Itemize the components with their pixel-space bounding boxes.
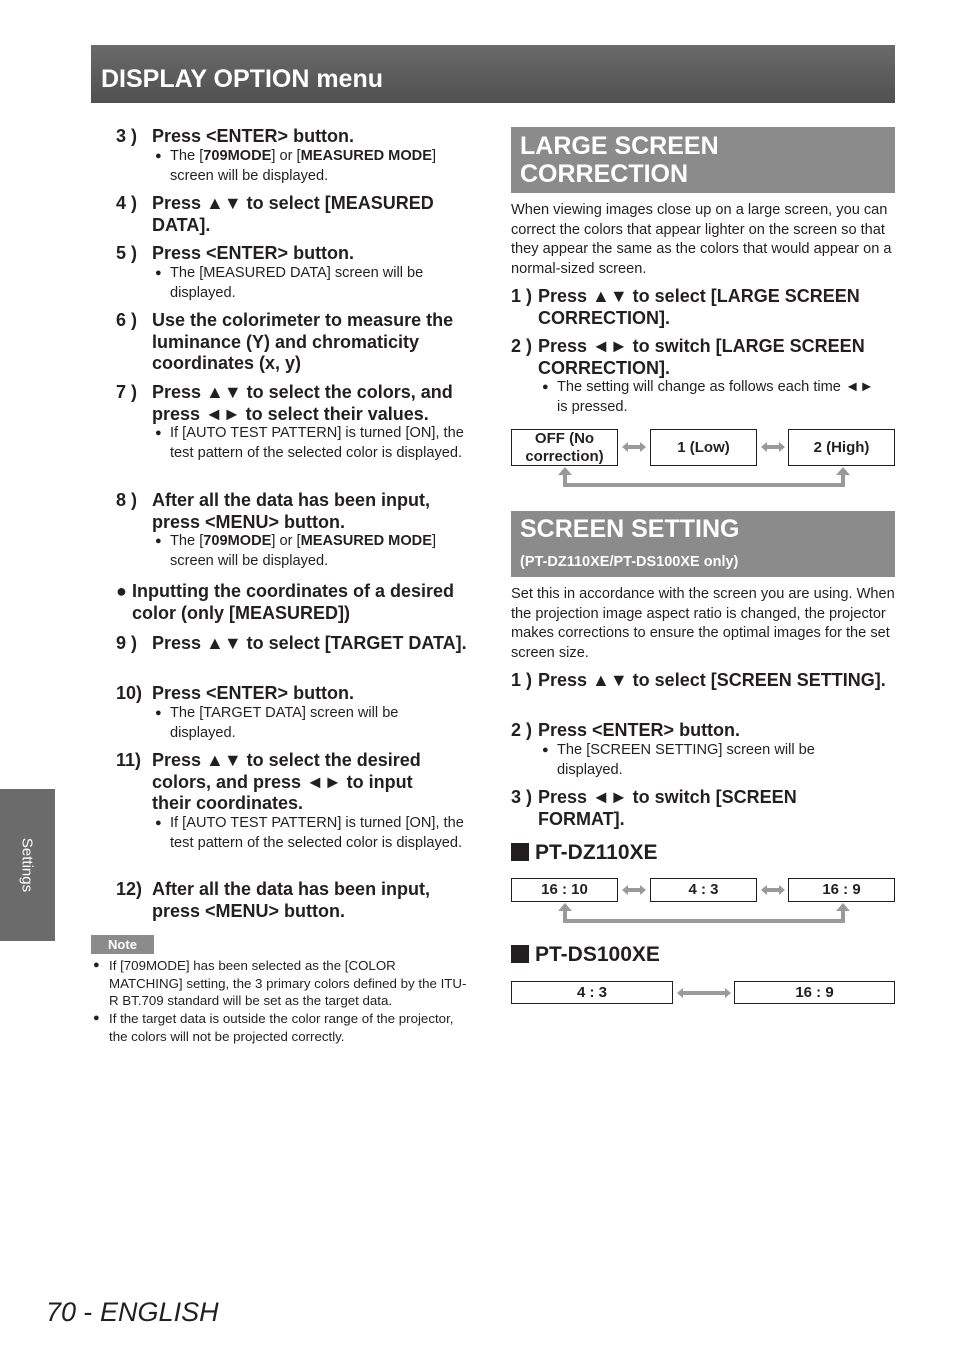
footer-language: ENGLISH	[100, 1297, 219, 1327]
bullet-item: ● The [709MODE] or [MEASURED MODE] screen will be displayed.	[155, 533, 437, 569]
option-box: OFF (No correction)	[511, 429, 618, 466]
step-4: 4 ) Press ▲▼ to select [MEASURED DATA].	[116, 193, 476, 236]
step-6: 6 ) Use the colorimeter to measure the luminance (Y) and chromaticity coordinates (x, y)	[116, 310, 478, 375]
square-bullet-icon	[511, 945, 529, 963]
step-7: 7 ) Press ▲▼ to select the colors, and press ◄► to select their values.	[116, 382, 478, 425]
double-arrow-icon	[675, 986, 733, 1000]
step-text: Press ▲▼ to select [SCREEN SETTING].	[538, 670, 886, 690]
bullet-item: ● If [AUTO TEST PATTERN] is turned [ON], the test pattern of the selected color is displayed.	[155, 425, 464, 461]
step-3	[116, 126, 476, 148]
section-title: SCREEN SETTING	[520, 515, 740, 543]
square-bullet-icon	[511, 843, 529, 861]
note-label: Note	[91, 935, 154, 954]
step-2: 2 ) Press <ENTER> button.	[511, 720, 895, 742]
step-text: Press ▲▼ to select [TARGET DATA].	[152, 633, 467, 653]
step-text: Press ▲▼ to select the colors, and press ◄► to select their values.	[152, 382, 453, 424]
step-text: Press <ENTER> button.	[152, 243, 355, 263]
side-tab	[0, 789, 55, 941]
step-10: 10) Press <ENTER> button.	[116, 683, 478, 705]
step-5: 5 ) Press <ENTER> button.	[116, 243, 476, 265]
bullet-heading: ● Inputting the coordinates of a desired color (only [MEASURED])	[116, 581, 478, 624]
page-number: 70	[46, 1297, 77, 1327]
section-subtitle: (PT-DZ110XE/PT-DS100XE only)	[520, 554, 739, 570]
step-text: Press ▲▼ to select the desired colors, and press ◄► to input their coordinates.	[152, 750, 421, 813]
step-3: 3 ) Press ◄► to switch [SCREEN FORMAT].	[511, 787, 841, 830]
step-text: Press ▲▼ to select [MEASURED DATA].	[152, 193, 434, 235]
model-heading: PT-DS100XE	[511, 943, 660, 967]
option-box: 2 (High)	[788, 429, 895, 466]
footer-separator: -	[76, 1297, 101, 1327]
option-box: 4 : 3	[650, 878, 757, 902]
option-box: 16 : 9	[788, 878, 895, 902]
note-item: ● If [709MODE] has been selected as the [COLOR MATCHING] setting, the 3 primary colors defined by the ITU-R BT.709 standard will be set as the target data.	[93, 958, 467, 1009]
side-tab-label: Settings	[18, 837, 36, 893]
double-arrow-icon	[620, 883, 648, 897]
bullet-item: ● The [MEASURED DATA] screen will be displayed.	[155, 265, 424, 301]
step-text: Press ◄► to switch [LARGE SCREEN CORRECTION].	[538, 336, 865, 378]
section-intro: Set this in accordance with the screen you are using. When the projection image aspect ratio is changed, the projector makes corrections to ensure the optimal images for the set screen size.	[511, 586, 895, 661]
step-text: Press <ENTER> button.	[538, 720, 741, 740]
step-9: 9 ) Press ▲▼ to select [TARGET DATA].	[116, 633, 478, 655]
step-1: 1 ) Press ▲▼ to select [LARGE SCREEN CORRECTION].	[511, 286, 895, 329]
step-text: Press <ENTER> button.	[152, 683, 355, 703]
step-2: 2 ) Press ◄► to switch [LARGE SCREEN CORRECTION].	[511, 336, 895, 379]
step-number: 3 )	[116, 126, 138, 146]
step-text: Use the colorimeter to measure the luminance (Y) and chromaticity coordinates (x, y)	[152, 310, 454, 373]
bullet-item: ● The [TARGET DATA] screen will be displayed.	[155, 705, 399, 741]
section-title: LARGE SCREEN CORRECTION	[520, 132, 719, 188]
bullet-item: ● The setting will change as follows each time ◄► is pressed.	[542, 379, 874, 415]
step-text: After all the data has been input, press <MENU> button.	[152, 490, 431, 532]
option-box: 16 : 10	[511, 878, 618, 902]
bullet-dot: ●	[155, 150, 162, 162]
option-box: 1 (Low)	[650, 429, 757, 466]
note-item: ● If the target data is outside the color range of the projector, the colors will not be projected correctly.	[93, 1011, 454, 1044]
step-text: Press ▲▼ to select [LARGE SCREEN CORRECTION].	[538, 286, 860, 328]
option-box: 4 : 3	[511, 981, 673, 1004]
bullet-item: ● If [AUTO TEST PATTERN] is turned [ON], the test pattern of the selected color is displayed.	[155, 815, 464, 851]
double-arrow-icon	[759, 883, 787, 897]
bullet-item: ● The [709MODE] or [MEASURED MODE] screen will be displayed.	[155, 148, 437, 184]
step-12: 12) After all the data has been input, press <MENU> button.	[116, 879, 478, 922]
step-11: 11) Press ▲▼ to select the desired colors, and press ◄► to input their coordinates.	[116, 750, 456, 815]
page-title: DISPLAY OPTION menu	[101, 65, 384, 93]
page-header	[91, 45, 895, 103]
step-text: After all the data has been input, press <MENU> button.	[152, 879, 431, 921]
double-arrow-icon	[620, 440, 648, 454]
loop-arrow-icon	[555, 903, 851, 925]
section-intro: When viewing images close up on a large screen, you can correct the colors that appear lighter on the screen so that they appear the same as the colors that would appear on a normal-sized screen.	[511, 202, 892, 277]
section-large-screen-correction	[511, 127, 895, 193]
loop-arrow-icon	[555, 467, 851, 489]
section-screen-setting	[511, 511, 895, 577]
step-8: 8 ) After all the data has been input, press <MENU> button.	[116, 490, 478, 533]
bullet-item: ● The [SCREEN SETTING] screen will be displayed.	[542, 742, 815, 778]
step-text: Inputting the coordinates of a desired color (only [MEASURED])	[132, 581, 455, 623]
step-text: Press <ENTER> button.	[152, 126, 355, 146]
step-1: 1 ) Press ▲▼ to select [SCREEN SETTING].	[511, 670, 895, 692]
double-arrow-icon	[759, 440, 787, 454]
option-box: 16 : 9	[734, 981, 895, 1004]
model-heading: PT-DZ110XE	[511, 841, 658, 865]
step-text: Press ◄► to switch [SCREEN FORMAT].	[538, 787, 797, 829]
page-footer	[46, 1297, 219, 1328]
